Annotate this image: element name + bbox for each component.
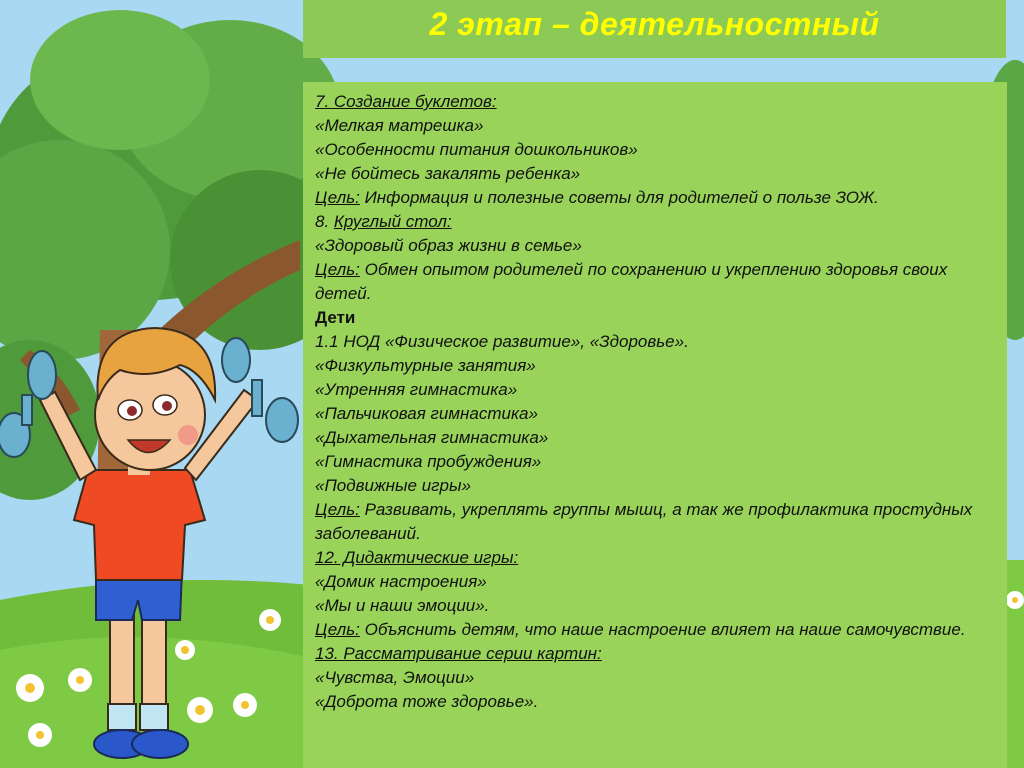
content-line: [315, 426, 1001, 450]
line-text: «Здоровый образ жизни в семье»: [315, 236, 582, 255]
content-line: [315, 330, 1001, 354]
content-line: [315, 690, 1001, 714]
line-text: Развивать, укреплять группы мышц, а так же профилактика простудных заболеваний.: [315, 500, 973, 543]
underlined-label: Цель:: [315, 188, 360, 207]
content-line: [315, 450, 1001, 474]
content-line: [315, 642, 1001, 666]
content-line: [315, 570, 1001, 594]
section-heading: Дети: [315, 308, 356, 327]
underlined-label: Круглый стол:: [333, 212, 452, 231]
line-text: Информация и полезные советы для родителей о пользе ЗОЖ.: [359, 188, 879, 207]
content-line: [315, 474, 1001, 498]
line-text: «Дыхательная гимнастика»: [315, 428, 549, 447]
content-line: [315, 234, 1001, 258]
line-text: «Домик настроения»: [315, 572, 487, 591]
title-bar: [303, 0, 1006, 58]
line-text: «Мы и наши эмоции».: [315, 596, 490, 615]
content-line: [315, 90, 1001, 114]
content-line: [315, 186, 1001, 210]
content-line: [315, 138, 1001, 162]
content-line: [315, 546, 1001, 570]
line-text: «Не бойтесь закалять ребенка»: [315, 164, 581, 183]
line-text: 8.: [315, 212, 334, 231]
content-text: [315, 90, 1001, 714]
content-line: [315, 618, 1001, 642]
content-line: [315, 306, 1001, 330]
underlined-label: Цель:: [315, 500, 360, 519]
underlined-label: 12. Дидактические игры:: [315, 548, 519, 567]
content-line: [315, 594, 1001, 618]
underlined-label: 13. Рассматривание серии картин:: [315, 644, 602, 663]
line-text: «Утренняя гимнастика»: [315, 380, 518, 399]
underlined-label: Цель:: [315, 620, 360, 639]
line-text: «Подвижные игры»: [315, 476, 471, 495]
line-text: Обмен опытом родителей по сохранению и укреплению здоровья своих детей.: [315, 260, 948, 303]
content-line: [315, 162, 1001, 186]
underlined-label: Цель:: [315, 260, 360, 279]
content-line: [315, 402, 1001, 426]
content-panel: [303, 82, 1007, 768]
line-text: «Гимнастика пробуждения»: [315, 452, 542, 471]
line-text: «Доброта тоже здоровье».: [315, 692, 539, 711]
content-line: [315, 258, 1001, 306]
line-text: «Чувства, Эмоции»: [315, 668, 475, 687]
line-text: «Пальчиковая гимнастика»: [315, 404, 538, 423]
content-line: [315, 666, 1001, 690]
line-text: «Особенности питания дошкольников»: [315, 140, 638, 159]
content-line: [315, 498, 1001, 546]
content-line: [315, 210, 1001, 234]
line-text: «Мелкая матрешка»: [315, 116, 484, 135]
line-text: 1.1 НОД «Физическое развитие», «Здоровье».: [315, 332, 689, 351]
content-line: [315, 354, 1001, 378]
content-line: [315, 378, 1001, 402]
underlined-label: 7. Создание буклетов:: [315, 92, 497, 111]
line-text: «Физкультурные занятия»: [315, 356, 536, 375]
slide-title: 2 этап – деятельностный: [429, 6, 880, 42]
line-text: Объяснить детям, что наше настроение влияет на наше самочувствие.: [359, 620, 966, 639]
content-line: [315, 114, 1001, 138]
